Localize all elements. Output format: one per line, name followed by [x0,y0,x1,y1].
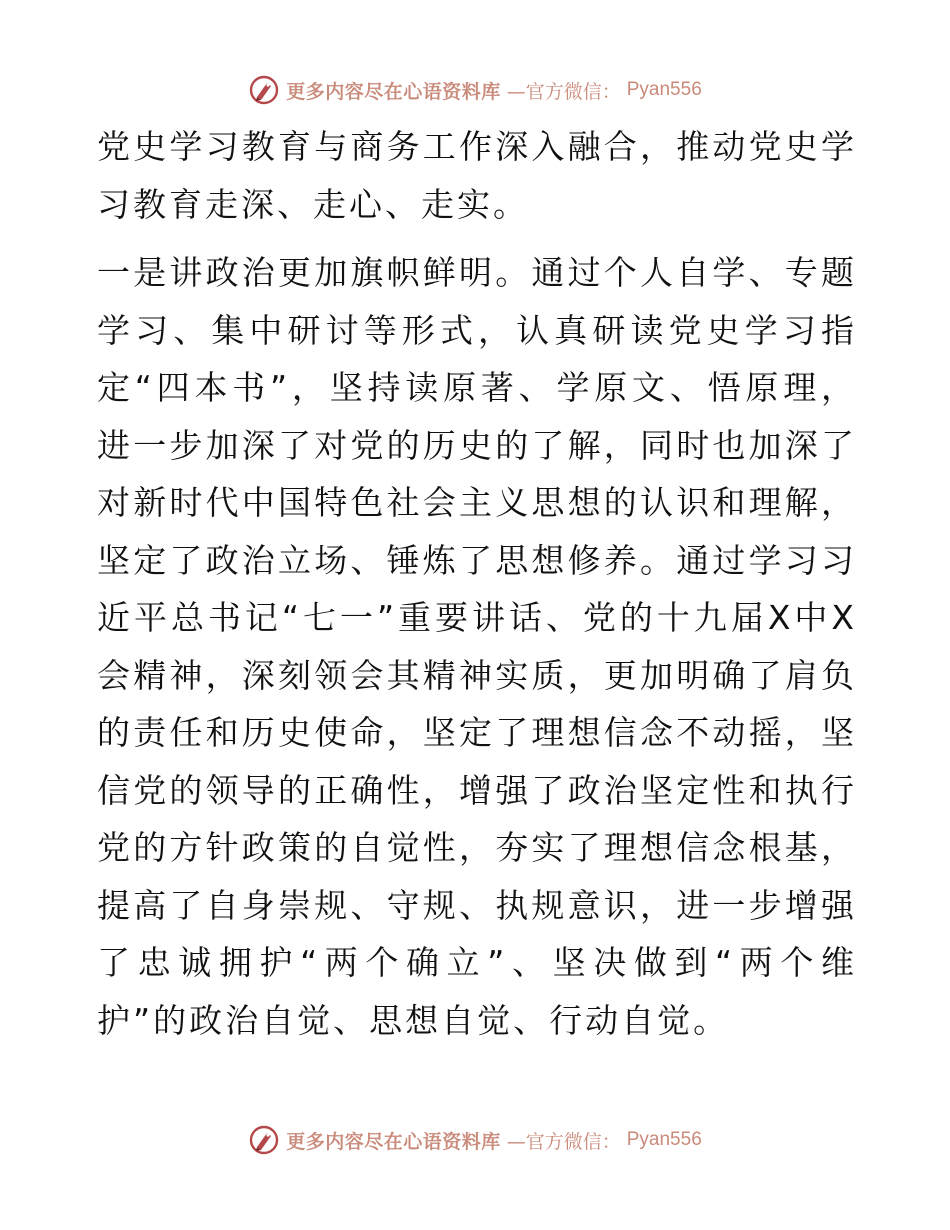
watermark-text: 更多内容尽在心语资料库 [286,1130,501,1153]
watermark-wechat-id: Pyan556 [626,1129,702,1150]
watermark-official-label: —官方微信： [506,1130,621,1153]
watermark-wechat-id: Pyan556 [626,79,702,100]
header-watermark [0,70,950,110]
footer-watermark [0,1120,950,1160]
pen-nib-logo-icon [248,1124,280,1156]
document-body [97,118,857,1049]
watermark-text: 更多内容尽在心语资料库 [286,80,501,103]
paragraph-intro: 党史学习教育与商务工作深入融合，推动党史学习教育走深、走心、走实。 [97,127,857,224]
paragraph-politics: 一是讲政治更加旗帜鲜明。通过个人自学、专题学习、集中研讨等形式，认真研读党史学习指定“四本书”，坚持读原著、学原文、悟原理，进一步加深了对党的历史的了解，同时也加深了对新时代中国特色社会主义思想的认识和理解，坚定了政治立场、锤炼了思想修养。通过学习习近平总书记“七一”重要讲话、党的十九届X中X会精神，深刻领会其精神实质，更加明确了肩负的责任和历史使命，坚定了理想信念不动摇，坚信党的领导的正确性，增强了政治坚定性和执行党的方针政策的自觉性，夯实了理想信念根基，提高了自身崇规、守规、执规意识，进一步增强了忠诚拥护“两个确立”、坚决做到“两个维护”的政治自觉、思想自觉、行动自觉。 [97,253,857,1040]
watermark-official-label: —官方微信： [506,80,621,103]
pen-nib-logo-icon [248,74,280,106]
